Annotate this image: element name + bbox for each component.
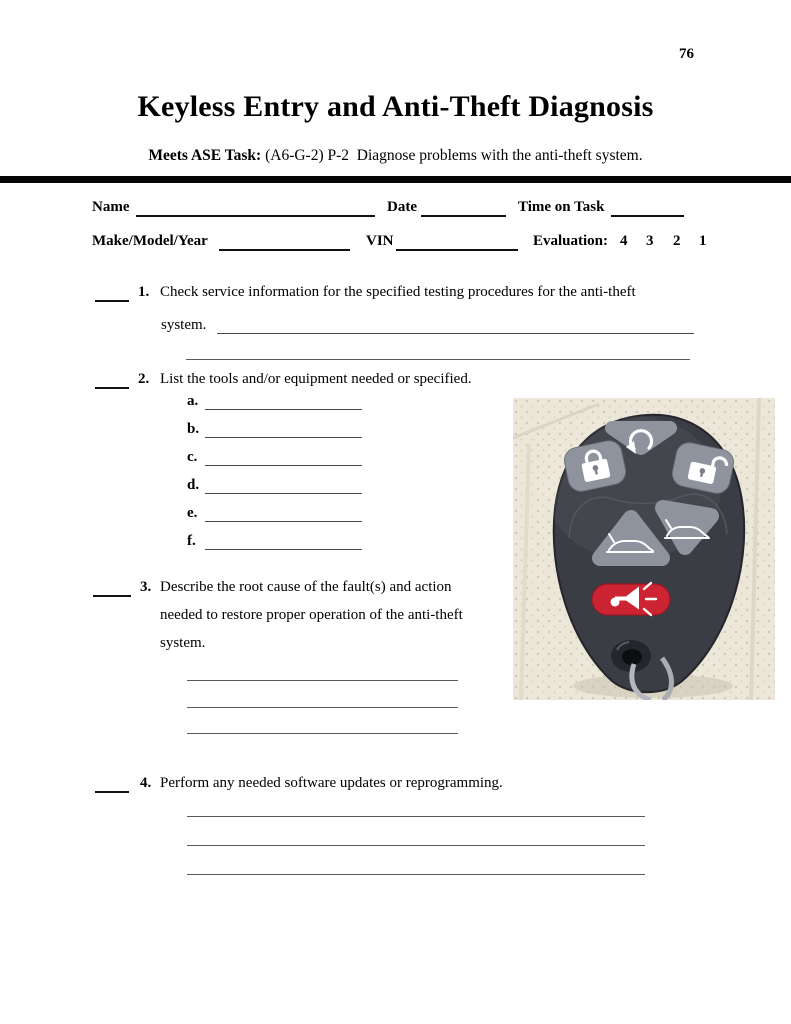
date-blank [421, 199, 506, 217]
page-title: Keyless Entry and Anti-Theft Diagnosis [137, 90, 654, 123]
q1-score-blank [95, 284, 129, 302]
question-3-line2 [0, 607, 791, 627]
name-blank [136, 199, 375, 217]
q2-item-letter: d. [187, 477, 200, 493]
q4-text: Perform any needed software updates or reprogramming. [160, 775, 503, 791]
vin-blank [396, 233, 518, 251]
question-3-line3 [0, 635, 791, 655]
question-2 [0, 371, 791, 391]
q2-item-letter: e. [187, 505, 198, 521]
q4-number: 4. [140, 775, 152, 791]
question-1 [0, 284, 791, 304]
q3-text-line1: Describe the root cause of the fault(s) and action [160, 579, 452, 595]
q2-number: 2. [138, 371, 150, 387]
evaluation-1: 1 [699, 233, 707, 249]
q1-answer-blank-2 [186, 359, 690, 360]
q3-text-line2: needed to restore proper operation of the anti-theft [160, 607, 463, 623]
q2-item-blank [205, 477, 362, 494]
q2-item-letter: b. [187, 421, 200, 437]
question-3 [0, 579, 791, 599]
q4-answer-blank-3 [187, 874, 645, 875]
q4-answer-blank-1 [187, 816, 645, 817]
q2-item-letter: a. [187, 393, 199, 409]
ase-task-text: (A6-G-2) P-2 Diagnose problems with the anti-theft system. [261, 147, 643, 164]
q2-item-blank [205, 449, 362, 466]
vehicle-row [0, 233, 791, 253]
q2-score-blank [95, 371, 129, 389]
evaluation-2: 2 [673, 233, 681, 249]
date-label: Date [387, 199, 417, 215]
q3-number: 3. [140, 579, 152, 595]
q3-answer-blank-1 [187, 680, 458, 681]
q2-item-letter: f. [187, 533, 196, 549]
q2-item-blank [205, 393, 362, 410]
q1-text-line2: system. [161, 317, 207, 333]
evaluation-4: 4 [620, 233, 628, 249]
name-row [0, 199, 791, 219]
evaluation-label: Evaluation: [533, 233, 609, 249]
page-number: 76 [679, 46, 694, 62]
q2-item-blank [205, 505, 362, 522]
question-1-line2 [0, 317, 791, 337]
ase-task-line [0, 147, 791, 165]
time-on-task-label: Time on Task [518, 199, 605, 215]
time-on-task-blank [611, 199, 684, 217]
q4-score-blank [95, 775, 129, 793]
vin-label: VIN [366, 233, 394, 249]
q3-answer-blank-2 [187, 707, 458, 708]
q2-item-letter: c. [187, 449, 198, 465]
q3-text-line3: system. [160, 635, 206, 651]
make-model-year-blank [219, 233, 350, 251]
q4-answer-blank-2 [187, 845, 645, 846]
evaluation-3: 3 [646, 233, 654, 249]
q2-item-blank [205, 533, 362, 550]
q3-score-blank [93, 579, 131, 597]
q3-answer-blank-3 [187, 733, 458, 734]
header-divider [0, 176, 791, 183]
q1-number: 1. [138, 284, 150, 300]
name-label: Name [92, 199, 130, 215]
q2-item-blank [205, 421, 362, 438]
ase-task-label: Meets ASE Task: [148, 147, 262, 164]
make-model-year-label: Make/Model/Year [92, 233, 208, 249]
q1-text-line1: Check service information for the specified testing procedures for the anti-theft [160, 284, 636, 300]
question-4 [0, 775, 791, 795]
q1-answer-blank-1 [217, 317, 694, 334]
q2-text: List the tools and/or equipment needed or specified. [160, 371, 472, 387]
